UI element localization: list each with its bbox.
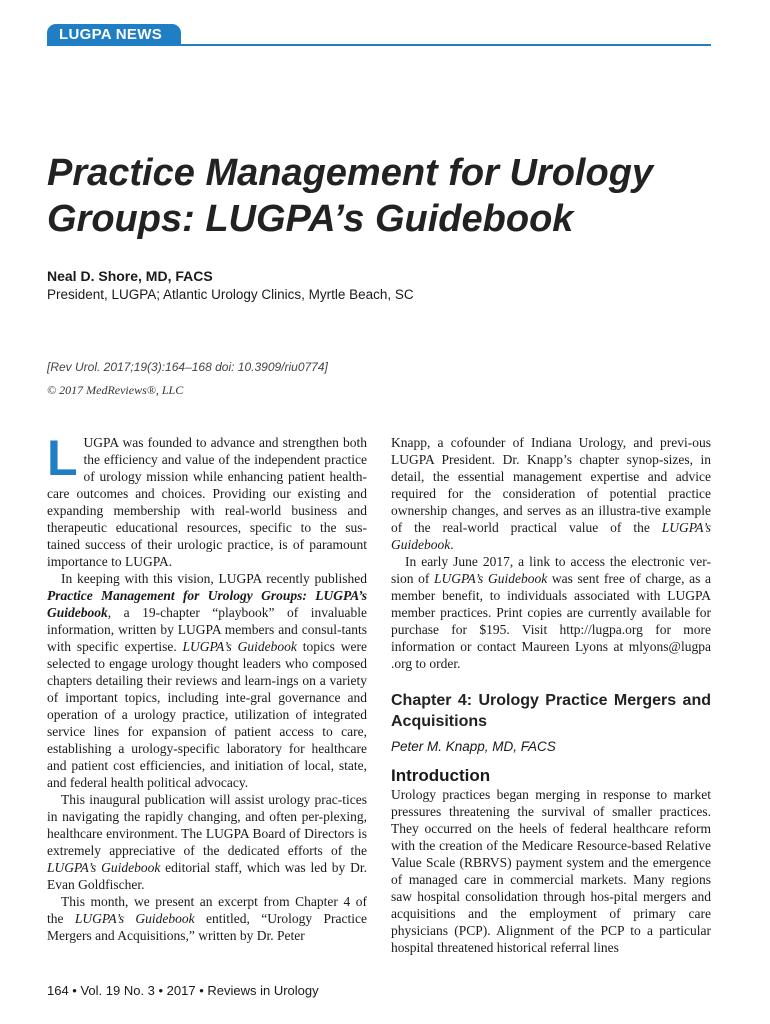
chapter-heading: Chapter 4: Urology Practice Mergers and Acquisitions: [391, 692, 711, 730]
chapter-author: Peter M. Knapp, MD, FACS: [391, 739, 556, 754]
paragraph: LUGPA was founded to advance and strengthen both the efficiency and value of the independent practice of urology mission while enhancing patient health-care outcomes and choices. Providing our existing and expanding membership with real-world business and therapeutic educational resources, specific to the sus-tained success of their urologic practice, is of paramount importance to LUGPA.: [47, 430, 367, 569]
author-name: Neal D. Shore, MD, FACS: [47, 268, 213, 284]
paragraph: In keeping with this vision, LUGPA recently published Practice Management for Urology Groups: LUGPA’s Guidebook, a 19-chapter “playbook” of invaluable information, written by LUGPA members and consul-tants with specific expertise. LUGPA’s Guidebook topics were selected to engage urology thought leaders who composed chapters detailing their reviews and learn-ings on a variety of important topics, including inte-gral governance and operation of a urology practice, utilization of integrated service lines for expansion of patient access to care, establishing a urology-specific laboratory for healthcare and patient cost efficiencies, and initiation of local, state, and federal health political advocacy.: [47, 571, 367, 790]
page-footer: 164 • Vol. 19 No. 3 • 2017 • Reviews in Urology: [47, 983, 319, 998]
author-affiliation: President, LUGPA; Atlantic Urology Clinics, Myrtle Beach, SC: [47, 287, 414, 302]
copyright: © 2017 MedReviews®, LLC: [47, 383, 184, 397]
right-column: [391, 434, 711, 956]
section-tab: LUGPA NEWS: [47, 24, 181, 46]
paragraph: This inaugural publication will assist urology prac-tices in navigating the rapidly changing, and often per-plexing, healthcare environment. The LUGPA Board of Directors is extremely appreciative of the dedicated efforts of the LUGPA’s Guidebook editorial staff, which was led by Dr. Evan Goldfischer.: [47, 792, 367, 892]
paragraph: In early June 2017, a link to access the electronic ver-sion of LUGPA’s Guidebook was sent free of charge, as a member benefit, to individuals associated with LUGPA member practices. Print copies are currently available for purchase for $195. Visit http://lugpa.org for more information or contact Maureen Lyons at mlyons@lugpa .org to order.: [391, 554, 712, 671]
paragraph: Knapp, a cofounder of Indiana Urology, and previ-ous LUGPA President. Dr. Knapp’s chapter synop-sizes, in detail, the essential management expertise and advice required for the consideration of potential practice ownership changes, and serves as an illustra-tive example of the real-world practical value of the LUGPA’s Guidebook.: [391, 435, 711, 552]
article-title: Practice Management for Urology Groups: LUGPA’s Guidebook: [47, 152, 654, 240]
paragraph: This month, we present an excerpt from Chapter 4 of the LUGPA’s Guidebook entitled, “Urology Practice Mergers and Acquisitions,” written by Dr. Peter: [47, 894, 367, 943]
paragraph: Urology practices began merging in response to market pressures threatening the survival of smaller practices. They occurred on the heels of federal healthcare reform with the creation of the Medicare Resource-based Relative Value Scale (RBRVS) payment system and the emergence of managed care in commercial markets. Many regions saw hospital consolidation through hos-pital mergers and acquisitions and the employment of primary care physicians (PCP). Alignment of the PCP to a particular hospital threatened historical referral lines: [391, 787, 711, 955]
header-rule: [47, 44, 711, 46]
introduction-heading: Introduction: [391, 766, 491, 785]
drop-cap: L: [47, 430, 78, 486]
left-column: [47, 430, 367, 944]
citation: [Rev Urol. 2017;19(3):164–168 doi: 10.3909/riu0774]: [47, 360, 328, 374]
